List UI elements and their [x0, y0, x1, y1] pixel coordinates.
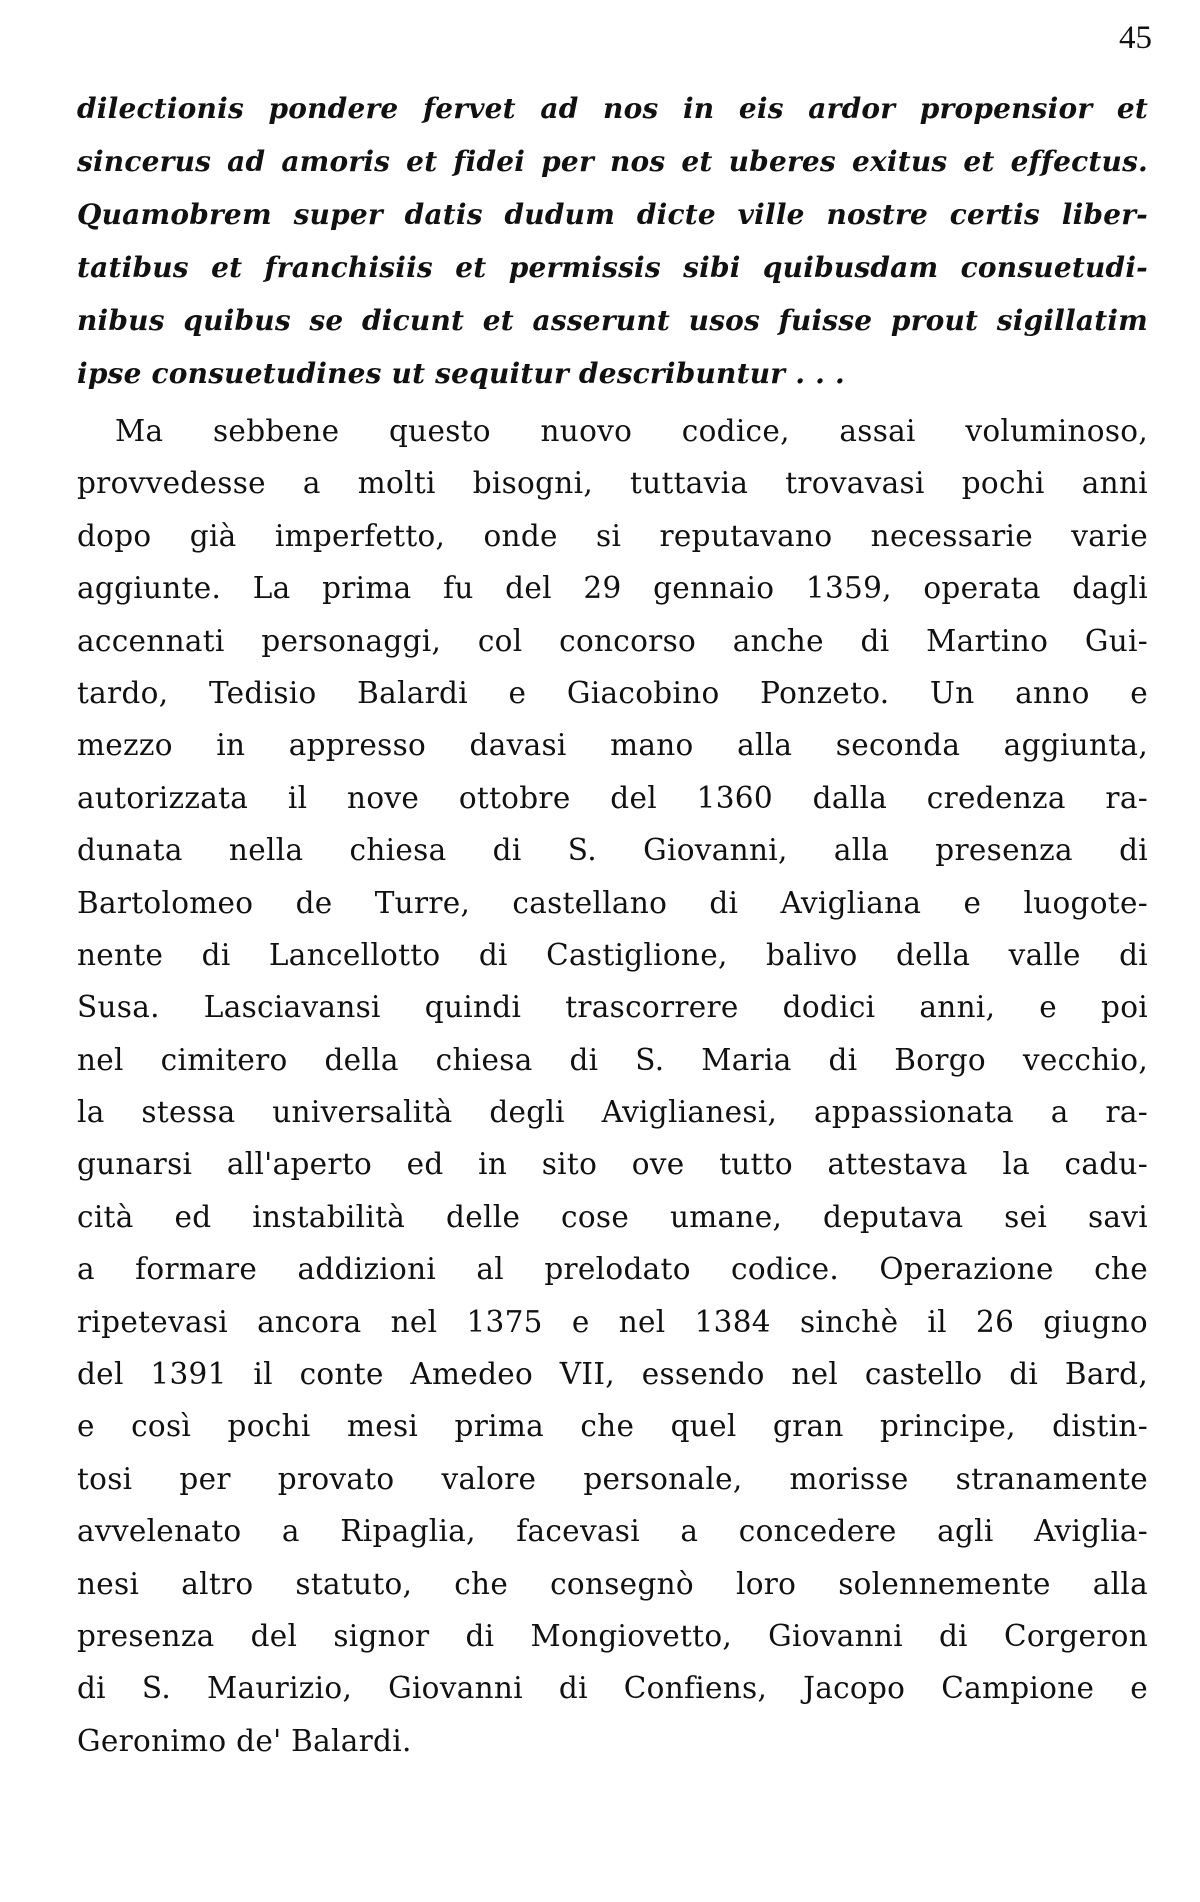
paragraph-line: nel cimitero della chiesa di S. Maria di Borgo vecchio, [77, 1042, 1148, 1077]
paragraph-line: la stessa universalità degli Aviglianesi, appassionata a ra- [77, 1095, 1148, 1130]
paragraph-line: a formare addizioni al prelodato codice. Operazione che [77, 1252, 1148, 1287]
quotation-line: ipse consuetudines ut sequitur describuntur . . . [77, 357, 845, 390]
paragraph-line: e così pochi mesi prima che quel gran principe, distin- [77, 1409, 1148, 1444]
paragraph-line: ripetevasi ancora nel 1375 e nel 1384 sinchè il 26 giugno [77, 1304, 1148, 1339]
paragraph-line: presenza del signor di Mongiovetto, Giovanni di Corgeron [77, 1618, 1148, 1653]
latin-quotation [77, 82, 1148, 400]
quotation-line: tatibus et franchisiis et permissis sibi quibusdam consuetudi- [77, 251, 1148, 284]
paragraph-line: nente di Lancellotto di Castiglione, balivo della valle di [77, 937, 1148, 972]
paragraph-line: accennati personaggi, col concorso anche di Martino Gui- [77, 623, 1148, 658]
quotation-line: dilectionis pondere fervet ad nos in eis ardor propensior et [77, 92, 1148, 125]
paragraph-line: Bartolomeo de Turre, castellano di Avigliana e luogote- [77, 885, 1148, 920]
paragraph-line: aggiunte. La prima fu del 29 gennaio 1359, operata dagli [77, 571, 1148, 606]
paragraph-line: tardo, Tedisio Balardi e Giacobino Ponzeto. Un anno e [77, 675, 1148, 710]
paragraph-line: Geronimo de' Balardi. [77, 1723, 412, 1758]
quotation-line: nibus quibus se dicunt et asserunt usos fuisse prout sigillatim [77, 304, 1148, 337]
paragraph-line: tosi per provato valore personale, morisse stranamente [77, 1461, 1148, 1496]
paragraph-line: Susa. Lasciavansi quindi trascorrere dodici anni, e poi [77, 990, 1148, 1025]
paragraph-line: gunarsi all'aperto ed in sito ove tutto attestava la cadu- [77, 1147, 1148, 1182]
paragraph-line: dunata nella chiesa di S. Giovanni, alla presenza di [77, 833, 1148, 868]
paragraph-line: autorizzata il nove ottobre del 1360 dalla credenza ra- [77, 780, 1148, 815]
quotation-line: sincerus ad amoris et fidei per nos et uberes exitus et effectus. [77, 145, 1148, 178]
paragraph-line: di S. Maurizio, Giovanni di Confiens, Jacopo Campione e [77, 1671, 1148, 1706]
page-number: 45 [1119, 20, 1152, 56]
paragraph-line: mezzo in appresso davasi mano alla seconda aggiunta, [77, 728, 1148, 763]
paragraph-line: del 1391 il conte Amedeo VII, essendo nel castello di Bard, [77, 1357, 1148, 1392]
paragraph-line: dopo già imperfetto, onde si reputavano necessarie varie [77, 518, 1148, 553]
quotation-line: Quamobrem super datis dudum dicte ville nostre certis liber- [77, 198, 1148, 231]
paragraph-line: cità ed instabilità delle cose umane, deputava sei savi [77, 1199, 1148, 1234]
paragraph-line: nesi altro statuto, che consegnò loro solennemente alla [77, 1566, 1148, 1601]
paragraph-line: avvelenato a Ripaglia, facevasi a concedere agli Avigliа- [77, 1514, 1148, 1549]
paragraph-line: Ma sebbene questo nuovo codice, assai voluminoso, [115, 414, 1148, 448]
paragraph-line: provvedesse a molti bisogni, tuttavia trovavasi pochi anni [77, 466, 1148, 501]
body-paragraph [77, 405, 1148, 1767]
